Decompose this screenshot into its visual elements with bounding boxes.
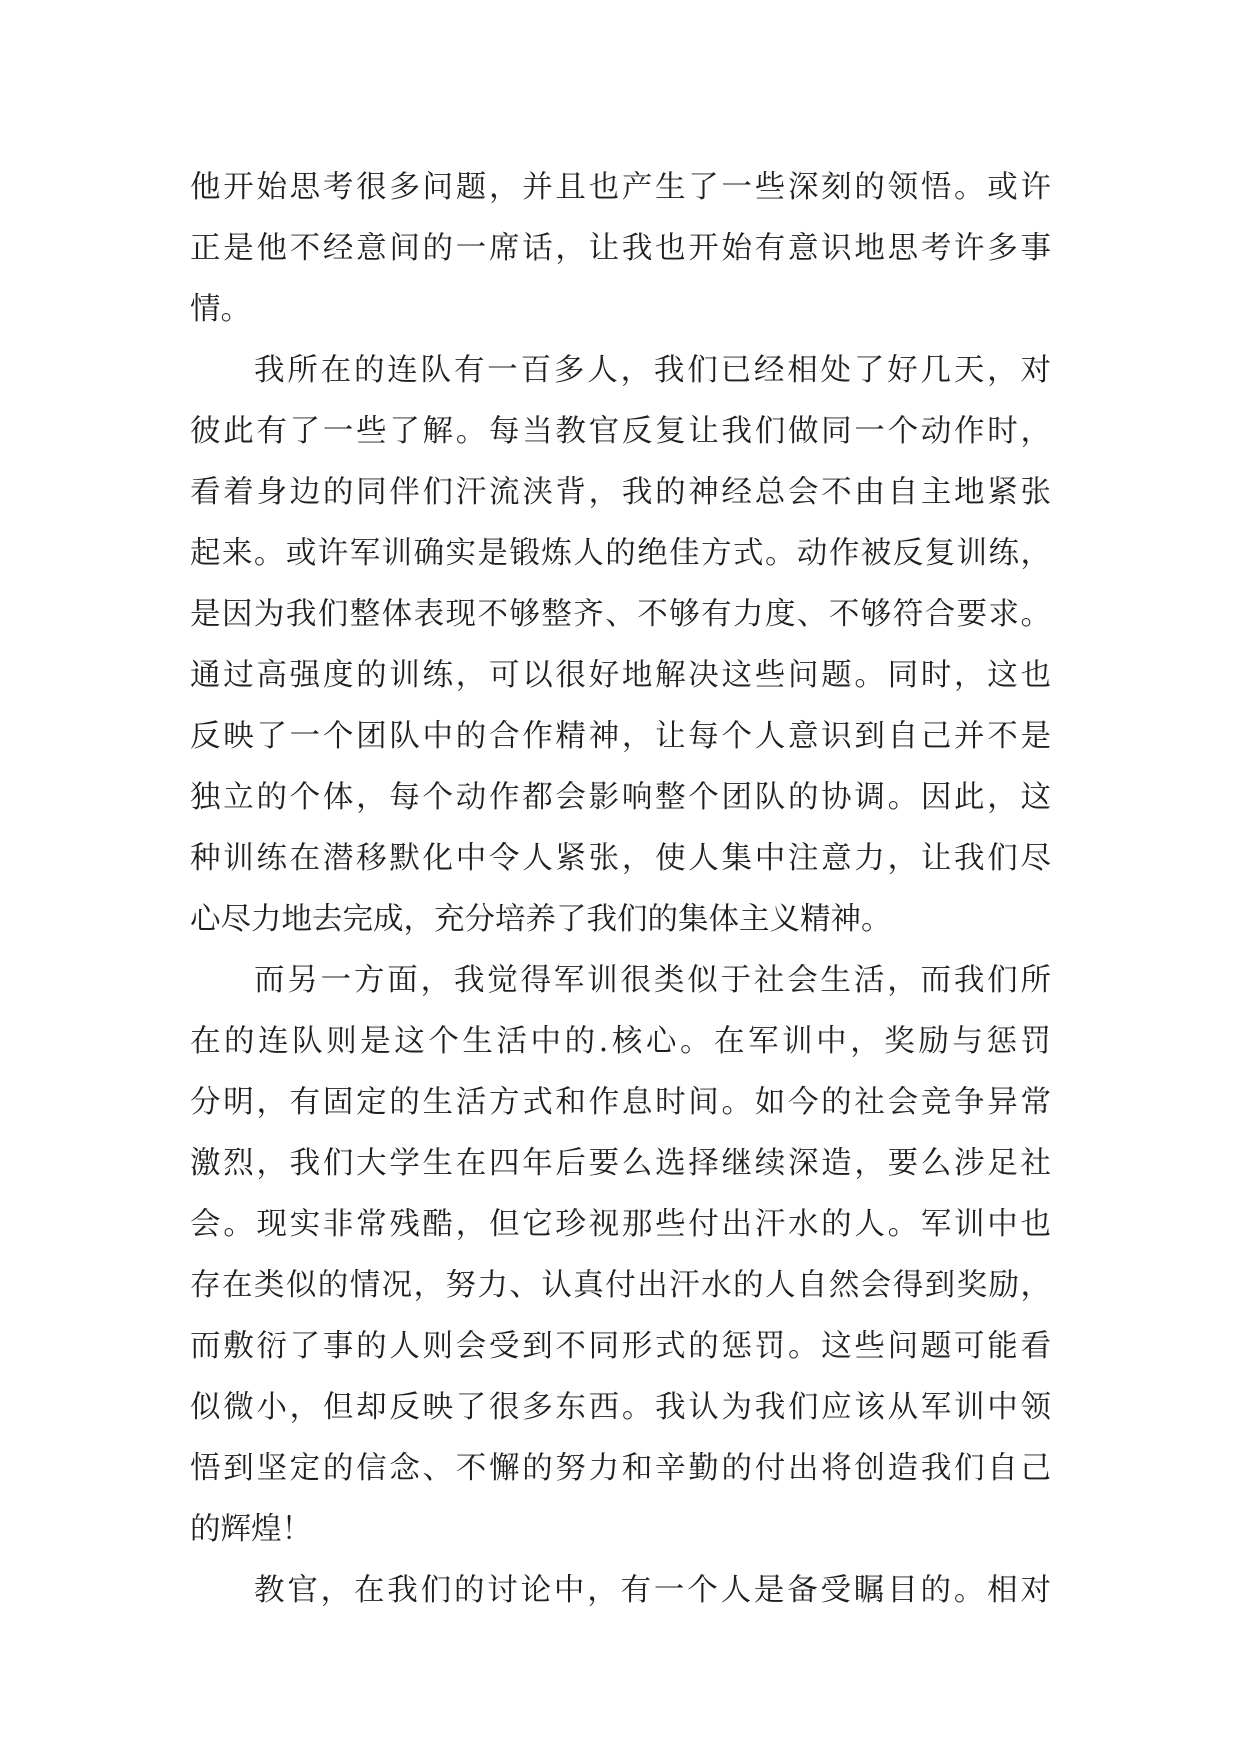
text-line: 而另一方面，我觉得军训很类似于社会生活，而我们所 — [254, 963, 1051, 998]
document-body — [190, 157, 1051, 1621]
text-line: 悟到坚定的信念、不懈的努力和辛勤的付出将创造我们自己 — [190, 1451, 1051, 1486]
text-line: 的辉煌！ — [190, 1512, 312, 1547]
text-line: 反映了一个团队中的合作精神，让每个人意识到自己并不是 — [190, 719, 1051, 754]
text-line: 在的连队则是这个生活中的.核心。在军训中，奖励与惩罚 — [190, 1024, 1051, 1059]
text-line: 看着身边的同伴们汗流浃背，我的神经总会不由自主地紧张 — [190, 475, 1051, 510]
text-line: 通过高强度的训练，可以很好地解决这些问题。同时，这也 — [190, 658, 1051, 693]
text-line: 心尽力地去完成，充分培养了我们的集体主义精神。 — [190, 902, 892, 937]
text-line: 分明，有固定的生活方式和作息时间。如今的社会竞争异常 — [190, 1085, 1051, 1120]
text-line: 激烈，我们大学生在四年后要么选择继续深造，要么涉足社 — [190, 1146, 1051, 1181]
text-line: 彼此有了一些了解。每当教官反复让我们做同一个动作时， — [190, 414, 1051, 449]
text-line: 似微小，但却反映了很多东西。我认为我们应该从军训中领 — [190, 1390, 1051, 1425]
text-line: 情。 — [190, 292, 251, 327]
text-line: 教官，在我们的讨论中，有一个人是备受瞩目的。相对 — [254, 1573, 1051, 1608]
text-line: 而敷衍了事的人则会受到不同形式的惩罚。这些问题可能看 — [190, 1329, 1051, 1364]
text-line: 我所在的连队有一百多人，我们已经相处了好几天，对 — [254, 353, 1051, 388]
text-line: 起来。或许军训确实是锻炼人的绝佳方式。动作被反复训练， — [190, 536, 1051, 571]
text-line: 会。现实非常残酷，但它珍视那些付出汗水的人。军训中也 — [190, 1207, 1051, 1242]
text-line: 独立的个体，每个动作都会影响整个团队的协调。因此，这 — [190, 780, 1051, 815]
text-line: 存在类似的情况，努力、认真付出汗水的人自然会得到奖励， — [190, 1268, 1051, 1303]
text-line: 正是他不经意间的一席话，让我也开始有意识地思考许多事 — [190, 231, 1051, 266]
text-line: 是因为我们整体表现不够整齐、不够有力度、不够符合要求。 — [190, 597, 1051, 632]
text-line: 他开始思考很多问题，并且也产生了一些深刻的领悟。或许 — [190, 170, 1051, 205]
text-line: 种训练在潜移默化中令人紧张，使人集中注意力，让我们尽 — [190, 841, 1051, 876]
